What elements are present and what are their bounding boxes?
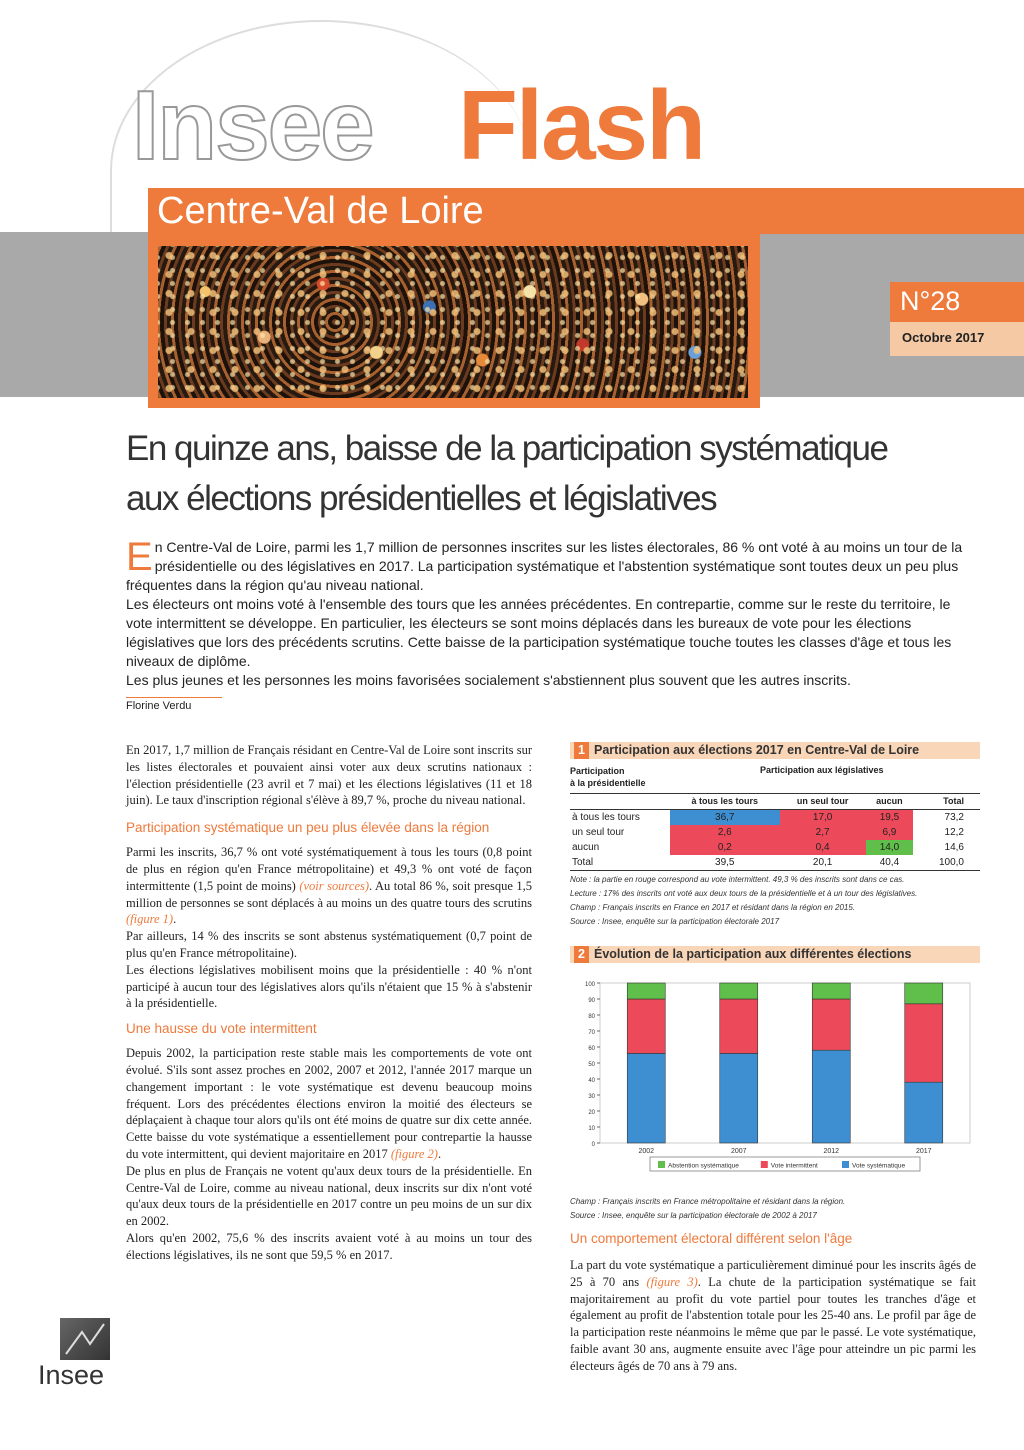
section-heading-2: Une hausse du vote intermittent [126, 1021, 317, 1037]
row-label: aucun [572, 842, 600, 853]
figure-2-notes [570, 1195, 980, 1223]
summary-p3: Les plus jeunes et les personnes les moins favorisées socialement s'abstiennent plus souvent que les autres inscrits. [126, 672, 851, 688]
row-header-line-2: à la présidentielle [570, 778, 646, 788]
y-tick-label: 90 [588, 998, 595, 1004]
figure-2 [570, 946, 980, 1223]
logo-flash: Flash [458, 70, 704, 180]
bar-segment [627, 983, 665, 999]
region-name: Centre-Val de Loire [157, 190, 484, 232]
y-tick-label: 50 [588, 1062, 595, 1068]
cell: 39,5 [715, 857, 735, 868]
x-tick-label: 2017 [915, 1148, 932, 1155]
row-label: à tous les tours [572, 812, 640, 823]
table-header-row [570, 794, 980, 810]
table-corner [570, 794, 670, 810]
summary [126, 535, 972, 690]
right-column [570, 1228, 976, 1375]
legend-label: Abstention systématique [668, 1162, 739, 1170]
table-row [570, 855, 980, 871]
crowd-photo-texture [158, 246, 748, 398]
row-label: Total [572, 857, 594, 868]
legend-swatch [842, 1161, 849, 1168]
ref-figure2-link[interactable]: (figure 2) [390, 1146, 438, 1161]
y-tick-label: 40 [588, 1078, 595, 1084]
title-line-2: aux élections présidentielles et législatives [126, 479, 717, 518]
y-tick-label: 100 [584, 982, 595, 988]
legend-swatch [658, 1161, 665, 1168]
summary-p1 [126, 535, 972, 595]
ref-sources-link[interactable]: (voir sources) [299, 878, 370, 893]
y-tick-label: 10 [588, 1126, 595, 1132]
bar-segment [905, 1082, 943, 1143]
figure-2-source: Source : Insee, enquête sur la participation électorale de 2002 à 2017 [570, 1211, 817, 1220]
figure-1-title [570, 742, 980, 759]
left-p6: De plus en plus de Français ne votent qu'aux deux tours de la présidentielle. En Centre-Val de Loire, comme au niveau national, deux inscrits sur dix n'ont voté qu'aux deux tours de la présidentielle en 2017 contre un peu moins de un sur dix en 2002. [126, 1163, 532, 1229]
section-heading-3: Un comportement électoral différent selon l'âge [570, 1231, 853, 1246]
table-row [570, 810, 980, 826]
left-p5 [126, 1045, 532, 1163]
bar-segment [627, 999, 665, 1053]
bar-segment [720, 1053, 758, 1143]
figure-1-notes [570, 873, 980, 929]
cell: 6,9 [866, 825, 913, 840]
figure-1-number: 1 [574, 742, 589, 759]
left-p2-text-a: Parmi les inscrits, 36,7 % ont voté systématiquement à tous les tours (0,8 point de plus en région qu'en France métropolitaine) et 49,3 % ont voté de façon intermittente (1,5 point de moins) [126, 845, 532, 893]
bar-segment [812, 1050, 850, 1143]
cell: 14,6 [944, 842, 964, 853]
author: Florine Verdu [126, 700, 192, 712]
title-line-1: En quinze ans, baisse de la participation systématique [126, 429, 888, 468]
cell: 40,4 [879, 857, 900, 868]
y-tick-label: 0 [591, 1142, 595, 1148]
figure-1-header [570, 759, 980, 793]
left-p2-text-b: . Au total 86 %, soit presque 1,5 million de personnes se sont déplacés à au moins un des quatre tours des scrutins [126, 878, 533, 910]
page-title [126, 424, 986, 524]
x-tick-label: 2002 [638, 1148, 655, 1155]
cell: 2,6 [670, 825, 780, 840]
left-p5-text-a: Depuis 2002, la participation reste stable mais les comportements de vote ont évolué. S'ils sont assez proches en 2002, 2007 et 2012, l'année 2017 marque un changement important : le vote systématique est devenu beaucoup moins fréquent. Lors des précédentes élections environ la moitié des électeurs se déplaçaient à chaque tour alors qu'ils ont été moins de quatre sur dix cette année. Cette baisse du vote systématique a essentiellement pour contrepartie la hausse du vote intermittent, qui devient majoritaire en 2017 [126, 1046, 532, 1161]
x-tick-label: 2012 [823, 1148, 840, 1155]
footer-logo-text: Insee [38, 1360, 105, 1390]
bar-segment [812, 983, 850, 999]
figure-1-table [570, 793, 980, 871]
left-p5-text-b: . [437, 1146, 442, 1161]
legend-label: Vote intermittent [770, 1162, 818, 1170]
dropcap: E [126, 535, 153, 579]
cell: 100,0 [938, 857, 964, 868]
col-header: un seul tour [796, 796, 849, 806]
bar-segment [905, 1004, 943, 1082]
cell: 0,2 [670, 840, 780, 855]
row-label: un seul tour [572, 827, 625, 838]
group-header: Participation aux législatives [760, 765, 884, 775]
summary-p2: Les électeurs ont moins voté à l'ensemble des tours que les années précédentes. En contrepartie, comme sur le reste du territoire, le vote intermittent se développe. En particulier, les électeurs se sont moins déplacés dans les bureaux de vote pour les élections législatives que lors des précédents scrutins. Cette baisse de la participation systématique touche toutes les classes d'âge et tous les niveaux de diplôme. [126, 596, 952, 669]
figure-1-lecture: Lecture : 17% des inscrits ont voté aux deux tours de la présidentielle et à un tour des législatives. [570, 889, 918, 898]
bar-segment [720, 999, 758, 1053]
author-divider [126, 697, 222, 698]
logo-insee: Insee [132, 70, 373, 180]
figure-1-champ: Champ : Français inscrits en France en 2017 et résidant dans la région en 2015. [570, 903, 856, 912]
ref-figure3-link[interactable]: (figure 3) [646, 1274, 698, 1289]
y-tick-label: 60 [588, 1046, 595, 1052]
table-row [570, 825, 980, 840]
row-header [570, 765, 646, 789]
y-tick-label: 20 [588, 1110, 595, 1116]
x-tick-label: 2007 [730, 1148, 747, 1155]
figure-1-source: Source : Insee, enquête sur la participation électorale 2017 [570, 917, 780, 926]
summary-p1-text: n Centre-Val de Loire, parmi les 1,7 million de personnes inscrites sur les listes électorales, 86 % ont voté à au moins un tour de la présidentielle ou des législatives en 2017. La participation systématique et l'abstention systématique sont toutes deux un peu plus fréquentes dans la région qu'au niveau national. [126, 539, 963, 593]
figure-2-title [570, 946, 980, 963]
left-p7: Alors qu'en 2002, 75,6 % des inscrits avaient voté à au moins un tour des élections législatives, ils ne sont que 59,5 % en 2017. [126, 1230, 532, 1262]
figure-2-chart [570, 965, 980, 1187]
y-tick-label: 80 [588, 1014, 595, 1020]
right-p1-text-a: La part du vote systématique a particulièrement diminué pour les inscrits âgés de 25 à 70 ans [570, 1258, 976, 1289]
right-p1 [570, 1257, 976, 1375]
bar-segment [720, 983, 758, 999]
left-p4: Les élections législatives mobilisent moins que la présidentielle : 40 % n'ont participé à aucun tour des législatives alors qu'ils n'étaient que 15 % à s'abstenir à la présidentielle. [126, 962, 532, 1011]
insee-logo-mark [60, 1318, 110, 1360]
figure-1 [570, 742, 980, 929]
cell: 17,0 [780, 810, 866, 826]
cell: 19,5 [866, 810, 913, 826]
section-heading-1: Participation systématique un peu plus élevée dans la région [126, 820, 490, 836]
row-header-line-1: Participation [570, 766, 625, 776]
left-p2 [126, 844, 532, 928]
cell: 2,7 [780, 825, 866, 840]
cell: 20,1 [812, 857, 833, 868]
cell: 73,2 [944, 812, 964, 823]
issue-date: Octobre 2017 [902, 330, 985, 345]
bar-segment [812, 999, 850, 1050]
y-tick-label: 70 [588, 1030, 595, 1036]
figure-1-note: Note : la partie en rouge correspond au vote intermittent. 49,3 % des inscrits sont dans ce cas. [570, 875, 905, 884]
figure-2-number: 2 [574, 946, 589, 963]
figure-1-title-text: Participation aux élections 2017 en Centre-Val de Loire [594, 743, 920, 757]
left-p1: En 2017, 1,7 million de Français résidant en Centre-Val de Loire sont inscrits sur les listes électorales et pouvaient ainsi voter aux deux scrutins nationaux : l'élection présidentielle (23 avril et 7 mai) et les élections législatives (11 et 18 juin). Le taux d'inscription régional s'élève à 89,7 %, proche du niveau national. [126, 743, 532, 808]
bar-segment [905, 983, 943, 1004]
cell: 12,2 [944, 827, 964, 838]
bar-segment [627, 1053, 665, 1143]
y-tick-label: 30 [588, 1094, 595, 1100]
col-header: à tous les tours [691, 796, 759, 806]
ref-figure1-link[interactable]: (figure 1) [126, 912, 174, 927]
figure-2-title-text: Évolution de la participation aux différentes élections [594, 947, 912, 961]
cell: 0,4 [780, 840, 866, 855]
right-p1-text-b: . La chute de la participation systématique se fait majoritairement au profit du vote partiel pour toutes les tranches d'âge et également au profit de l'abstention totale pour les 25-40 ans. Le profil par âge de la participation reste néanmoins le même que par le passé. Le vote systématique, faible avant 30 ans, augmente ensuite avec l'âge pour atteindre un pic parmi les électeurs âgés de 70 ans à 79 ans. [570, 1274, 977, 1373]
legend-swatch [761, 1161, 768, 1168]
issue-number: N°28 [900, 286, 961, 316]
figure-2-champ: Champ : Français inscrits en France métropolitaine et résidant dans la région. [570, 1197, 846, 1206]
insee-logo-glyph [60, 1318, 110, 1360]
left-column [126, 742, 532, 1264]
legend-label: Vote systématique [852, 1162, 906, 1170]
table-row [570, 840, 980, 855]
cell: 14,0 [866, 840, 913, 855]
left-p3: Par ailleurs, 14 % des inscrits se sont abstenus systématiquement (0,7 point de plus qu'en France métropolitaine). [126, 929, 532, 960]
cell: 36,7 [670, 810, 780, 826]
col-header: Total [943, 796, 964, 806]
left-p2-text-c: . [173, 912, 177, 927]
col-header: aucun [876, 796, 903, 806]
